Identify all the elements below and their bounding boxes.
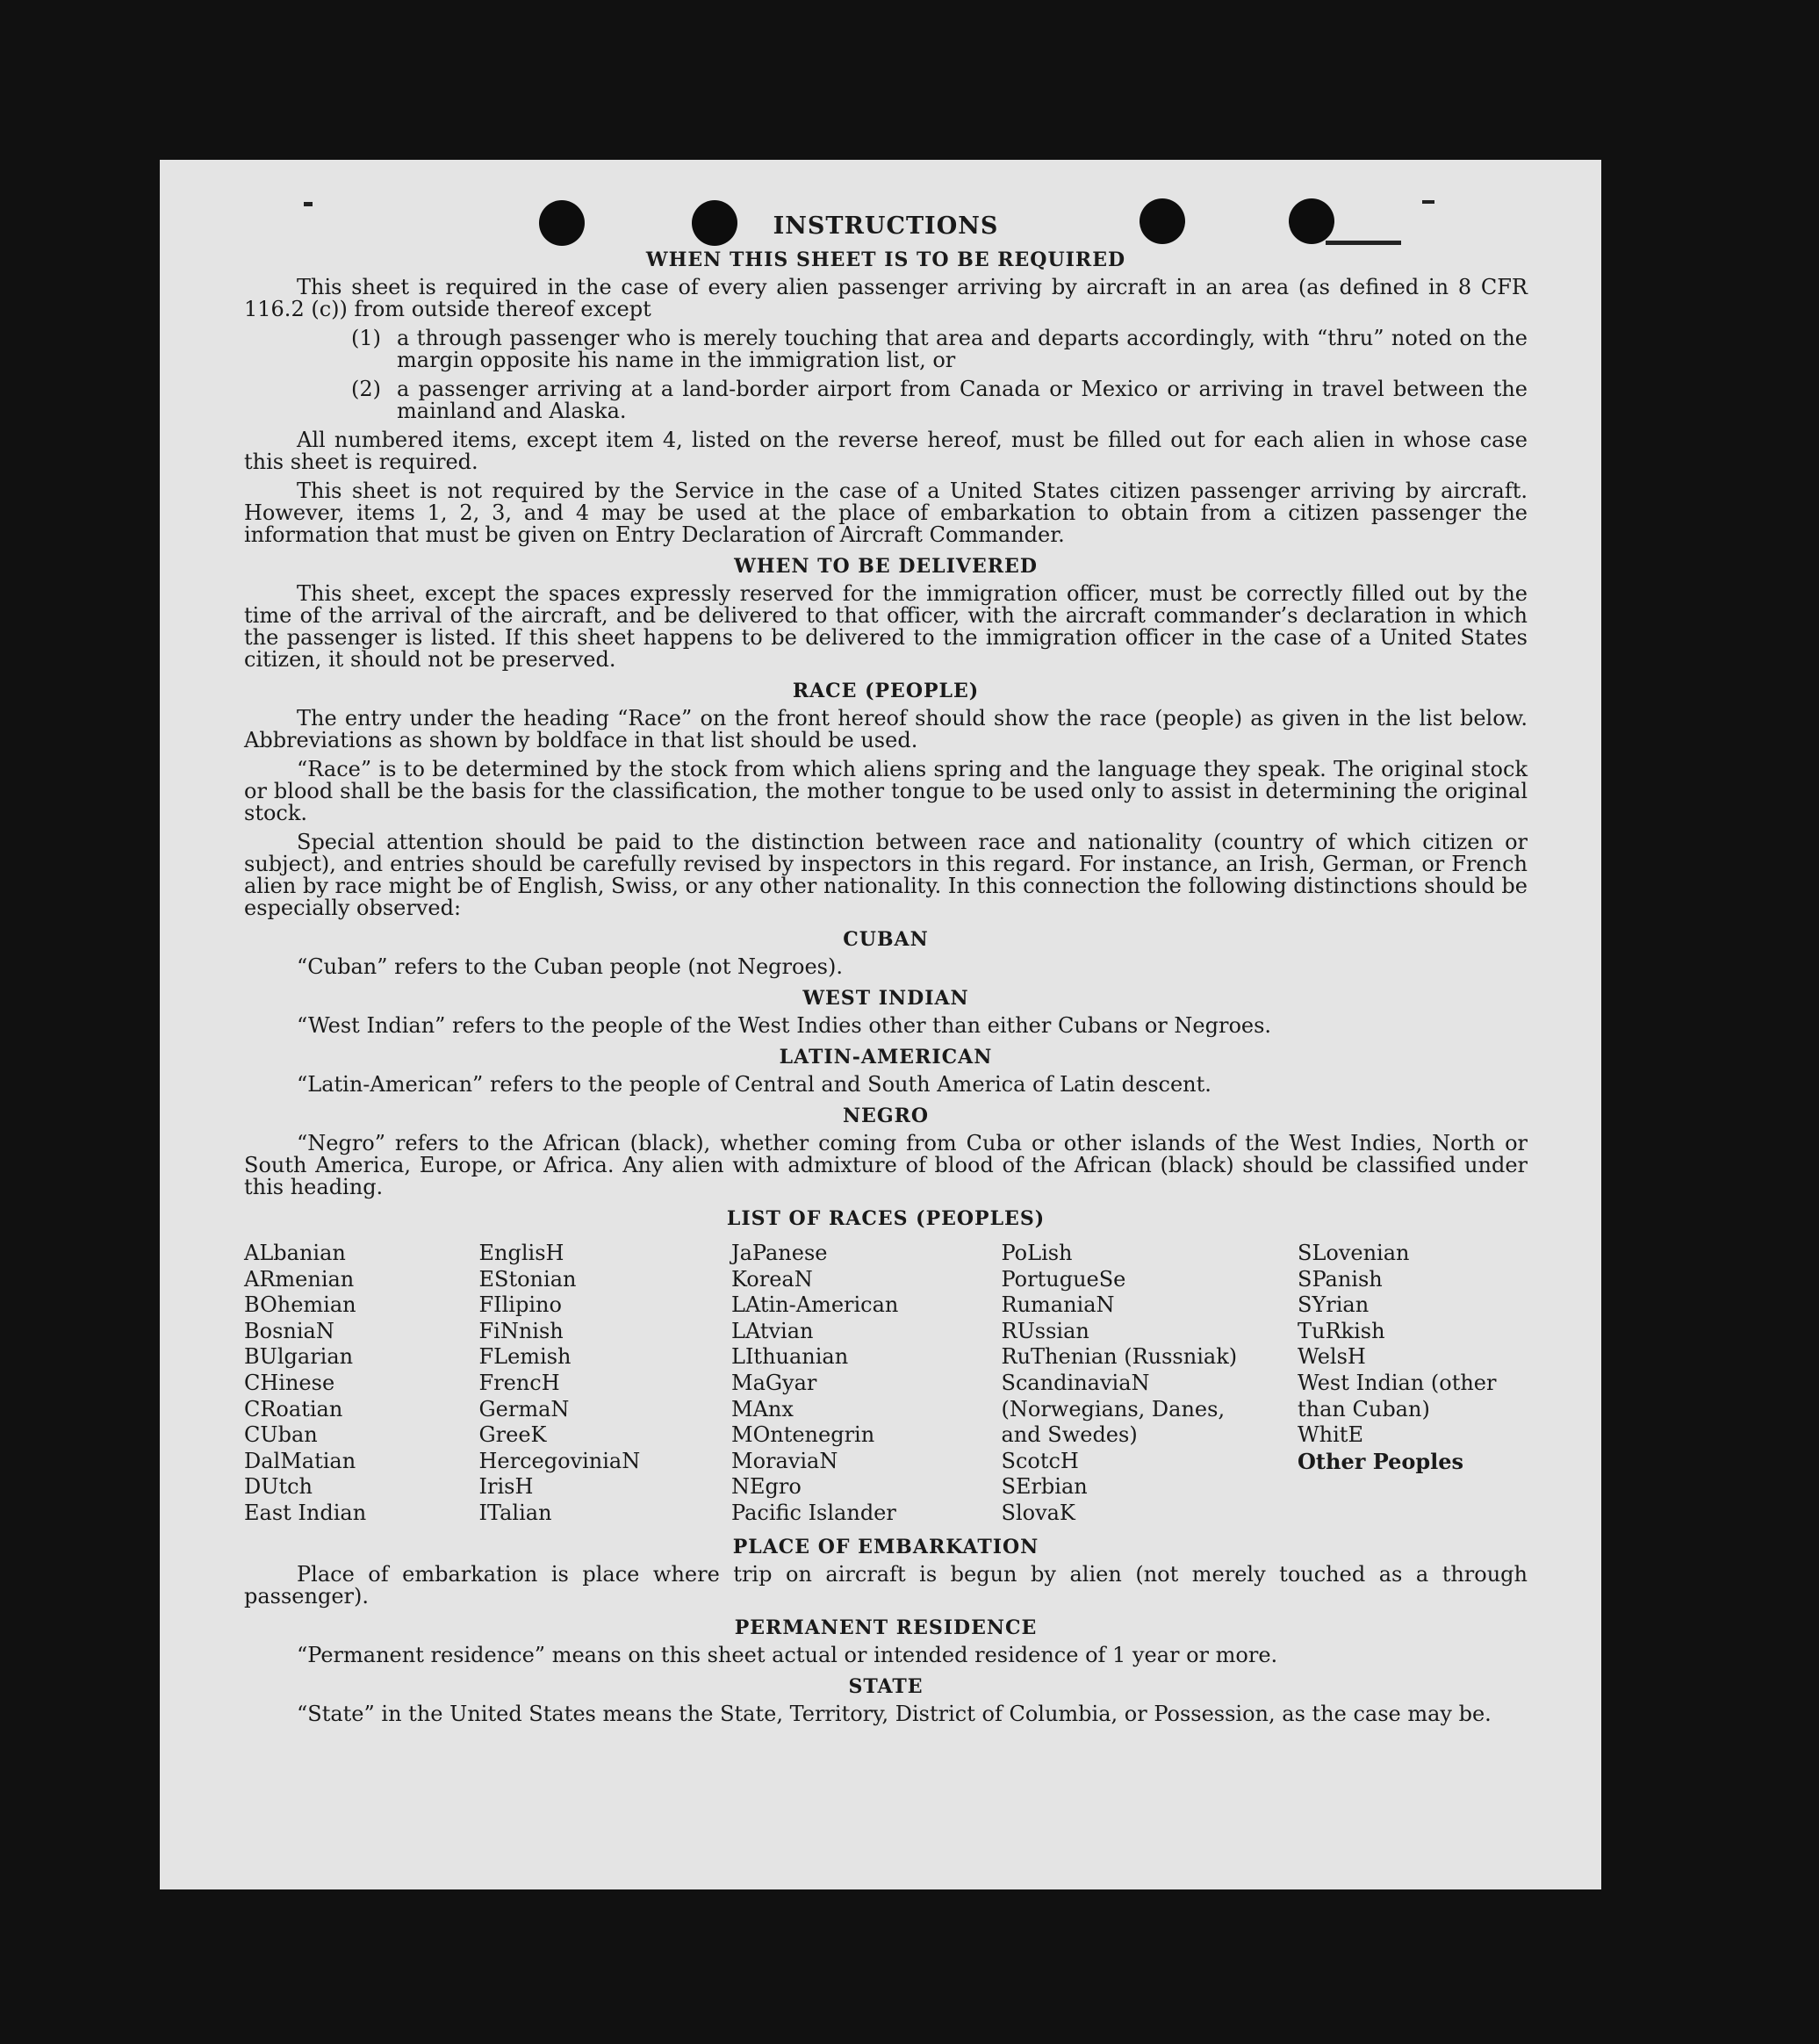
- section-heading: PERMANENT RESIDENCE: [734, 1616, 1038, 1639]
- race-item: IrisH: [478, 1474, 534, 1500]
- race-item: MoraviaN: [731, 1448, 838, 1473]
- race-column: [1002, 1241, 1265, 1527]
- race-item: NEgro: [731, 1474, 802, 1500]
- section-heading: LIST OF RACES (PEOPLES): [726, 1207, 1046, 1230]
- race-item: East Indian: [244, 1500, 367, 1525]
- section-heading: WHEN TO BE DELIVERED: [734, 555, 1038, 578]
- race-item: BUlgarian: [244, 1344, 354, 1370]
- race-item: SYrian: [1298, 1292, 1370, 1318]
- paragraph: The entry under the heading “Race” on the front hereof should show the race (people) as given in the list below. Abbreviations as shown by boldface in that list should be used.: [244, 706, 1528, 752]
- race-item: SlovaK: [1001, 1500, 1075, 1525]
- race-item: ScandinaviaN (Norwegians, Danes, and Swedes): [1001, 1370, 1226, 1448]
- section-heading: WHEN THIS SHEET IS TO BE REQUIRED: [645, 248, 1126, 271]
- race-item: TuRkish: [1298, 1318, 1385, 1343]
- race-list: [244, 1241, 1528, 1527]
- section-heading: WEST INDIAN: [802, 987, 969, 1010]
- race-item: MAnx: [731, 1396, 794, 1421]
- race-column: [1298, 1241, 1528, 1527]
- race-item: SErbian: [1001, 1474, 1088, 1500]
- race-item: RumaniaN: [1001, 1292, 1115, 1318]
- paragraph: “Negro” refers to the African (black), whether coming from Cuba or other islands of the West Indies, North or South America, Europe, or Africa. Any alien with admixture of blood of the African (black) should be classified under this heading.: [244, 1131, 1528, 1199]
- paragraph: Special attention should be paid to the distinction between race and nationality (country of which citizen or subject), and entries should be carefully revised by inspectors in this regard. For instance, an Irish, German, or French alien by race might be of English, Swiss, or any other nationality. In this connection the following distinctions should be especially observed:: [244, 830, 1528, 920]
- race-item: GermaN: [478, 1396, 570, 1421]
- race-column: [244, 1241, 446, 1527]
- list-item: [351, 327, 1528, 371]
- race-item: MaGyar: [731, 1370, 817, 1395]
- paragraph: This sheet is not required by the Service in the case of a United States citizen passenger arriving by aircraft. However, items 1, 2, 3, and 4 may be used at the place of embarkation to obtain from a citizen passenger the information that must be given on Entry Declaration of Aircraft Commander.: [244, 479, 1528, 547]
- paragraph: Place of embarkation is place where trip on aircraft is begun by alien (not merely touched as a through passenger).: [244, 1561, 1528, 1609]
- item-number: (1): [351, 326, 381, 350]
- race-column: [479, 1241, 699, 1527]
- race-item: SPanish: [1298, 1266, 1383, 1292]
- race-item: LAtin-American: [731, 1292, 899, 1318]
- race-item: MOntenegrin: [731, 1422, 875, 1448]
- section-heading: CUBAN: [843, 928, 929, 951]
- race-item: LIthuanian: [731, 1344, 849, 1370]
- race-item: FLemish: [478, 1344, 572, 1370]
- race-item: WhitE: [1298, 1422, 1363, 1448]
- race-item: JaPanese: [731, 1241, 828, 1265]
- instructions-content: [244, 212, 1528, 1732]
- race-item: LAtvian: [731, 1318, 814, 1343]
- scan-mark: [1422, 200, 1434, 204]
- race-item: GreeK: [478, 1422, 547, 1448]
- page-title: INSTRUCTIONS: [773, 212, 999, 240]
- document-page: [160, 160, 1601, 1889]
- paragraph: “Race” is to be determined by the stock from which aliens spring and the language they speak. The original stock or blood shall be the basis for the classification, the mother tongue to be used only to assist in determining the original stock.: [244, 757, 1528, 825]
- race-item: KoreaN: [731, 1266, 813, 1292]
- race-item: EStonian: [478, 1266, 577, 1292]
- race-item: PortugueSe: [1001, 1266, 1126, 1292]
- section-heading: RACE (PEOPLE): [792, 680, 980, 702]
- race-item: West Indian (other than Cuban): [1298, 1370, 1497, 1421]
- race-item: BOhemian: [244, 1292, 356, 1318]
- race-item: SLovenian: [1298, 1241, 1410, 1265]
- race-item: WelsH: [1298, 1344, 1366, 1370]
- race-item: ALbanian: [244, 1241, 346, 1265]
- race-item: Pacific Islander: [731, 1500, 896, 1525]
- race-column: [731, 1241, 968, 1527]
- race-item: CHinese: [244, 1370, 335, 1395]
- race-item: FrencH: [478, 1370, 560, 1395]
- race-item: FiNnish: [478, 1318, 564, 1343]
- paragraph: All numbered items, except item 4, listed on the reverse hereof, must be filled out for each alien in whose case this sheet is required.: [244, 428, 1528, 474]
- paragraph: “West Indian” refers to the people of the West Indies other than either Cubans or Negroes.: [297, 1013, 1272, 1038]
- race-item: ITalian: [478, 1500, 552, 1525]
- race-item: CUban: [244, 1422, 318, 1448]
- section-heading: LATIN-AMERICAN: [779, 1046, 993, 1069]
- race-item: ARmenian: [244, 1266, 355, 1292]
- race-item: BosniaN: [244, 1318, 334, 1343]
- section-heading: PLACE OF EMBARKATION: [732, 1535, 1039, 1558]
- race-item: CRoatian: [244, 1396, 343, 1421]
- exception-list: [244, 327, 1528, 422]
- paragraph: This sheet is required in the case of every alien passenger arriving by aircraft in an area (as defined in 8 CFR 116.2 (c)) from outside thereof except: [244, 275, 1528, 321]
- race-item: DUtch: [244, 1474, 313, 1500]
- paragraph: “Latin-American” refers to the people of Central and South America of Latin descent.: [297, 1072, 1211, 1097]
- item-text: a through passenger who is merely touching that area and departs accordingly, with “thru” noted on the margin opposite his name in the immigration list, or: [397, 326, 1528, 372]
- race-item: ScotcH: [1001, 1448, 1079, 1473]
- paragraph: This sheet, except the spaces expressly reserved for the immigration officer, must be correctly filled out by the time of the arrival of the aircraft, and be delivered to that officer, with the aircraft commander’s declaration in which the passenger is listed. If this sheet happens to be delivered to the immigration officer in the case of a United States citizen, it should not be preserved.: [244, 581, 1528, 672]
- item-text: a passenger arriving at a land-border airport from Canada or Mexico or arriving in travel between the mainland and Alaska.: [397, 377, 1528, 423]
- race-item: EnglisH: [478, 1241, 564, 1265]
- race-item: DalMatian: [244, 1448, 356, 1473]
- race-item: PoLish: [1001, 1241, 1073, 1265]
- paragraph: “Cuban” refers to the Cuban people (not Negroes).: [297, 954, 843, 979]
- section-heading: STATE: [848, 1674, 924, 1698]
- race-item: RuThenian (Russniak): [1001, 1344, 1238, 1370]
- section-heading: NEGRO: [842, 1105, 930, 1127]
- race-item: FIlipino: [478, 1292, 562, 1318]
- race-item: Other Peoples: [1298, 1448, 1464, 1474]
- item-number: (2): [351, 377, 381, 401]
- paragraph: “Permanent residence” means on this sheet actual or intended residence of 1 year or more.: [297, 1642, 1278, 1667]
- list-item: [351, 378, 1528, 422]
- race-item: RUssian: [1001, 1318, 1089, 1343]
- paragraph: “State” in the United States means the State, Territory, District of Columbia, or Possession, as the case may be.: [297, 1701, 1492, 1726]
- scan-mark: [304, 202, 313, 206]
- race-item: HercegoviniaN: [478, 1448, 641, 1473]
